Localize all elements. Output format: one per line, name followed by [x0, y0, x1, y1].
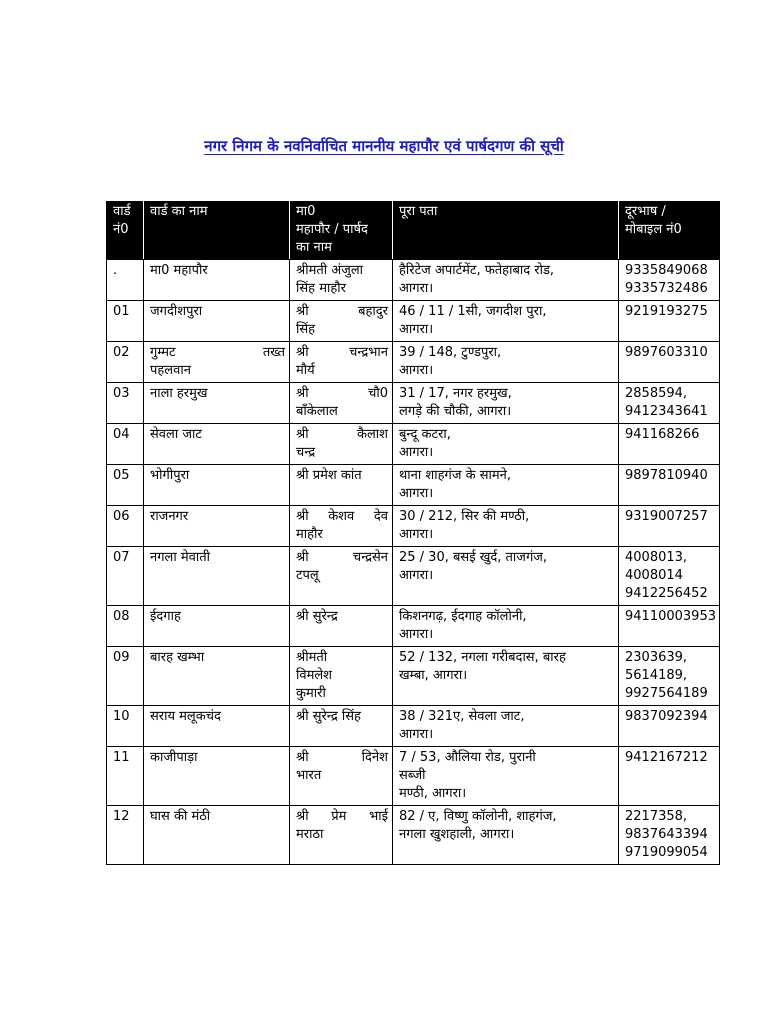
table-row [107, 383, 720, 424]
address-cell [393, 806, 619, 865]
table-row [107, 465, 720, 506]
address-cell [393, 547, 619, 606]
ward-name-cell [144, 606, 290, 647]
name-line: श्री चन्द्रसेन [296, 550, 388, 565]
councillor-table [106, 201, 720, 865]
name-line: श्री चौ0 [296, 386, 388, 401]
councillor-name-cell [290, 747, 393, 806]
address-line: आगरा। [399, 486, 434, 501]
phone-line: 9219193275 [625, 304, 708, 319]
name-line: श्री केशव देव [296, 509, 388, 524]
ward-name-line: नगला मेवाती [150, 550, 210, 565]
phone-line: 9335849068 [625, 263, 708, 278]
address-line: आगरा। [399, 727, 434, 742]
phone-line: 941168266 [625, 427, 700, 442]
address-cell [393, 647, 619, 706]
phone-line: 9897810940 [625, 468, 708, 483]
ward-no-cell: 07 [107, 547, 144, 606]
ward-name-cell [144, 547, 290, 606]
ward-no-cell: 06 [107, 506, 144, 547]
address-line: किशनगढ़, ईदगाह कॉलोनी, [399, 609, 527, 624]
header-text: का नाम [296, 240, 332, 255]
table-row [107, 301, 720, 342]
address-line: मण्ठी, आगरा। [399, 786, 467, 801]
mayor-row [107, 260, 720, 301]
name-line: सिंह माहौर [296, 281, 346, 296]
ward-name-cell [144, 747, 290, 806]
address-cell [393, 465, 619, 506]
address-line: 30 / 212, सिर की मण्ठी, [399, 509, 530, 524]
phone-line: 9837643394 [625, 827, 708, 842]
phone-line: 5614189, [625, 668, 688, 683]
ward-name-cell [144, 647, 290, 706]
address-cell [393, 424, 619, 465]
address-line: 7 / 53, औलिया रोड, पुरानी [399, 750, 536, 765]
mayor-name [290, 260, 393, 301]
address-line: आगरा। [399, 363, 434, 378]
ward-name-cell [144, 301, 290, 342]
address-line: लगड़े की चौकी, आगरा। [399, 404, 512, 419]
mayor-ward-name: मा0 महापौर [144, 260, 290, 301]
phone-line: 9897603310 [625, 345, 708, 360]
header-councillor [290, 202, 393, 260]
ward-name-line: ईदगाह [150, 609, 181, 624]
table-row [107, 706, 720, 747]
header-text: मोबाइल नं0 [625, 222, 682, 237]
address-line: 52 / 132, नगला गरीबदास, बारह [399, 650, 566, 665]
ward-name-line: राजनगर [150, 509, 189, 524]
ward-no-cell: 03 [107, 383, 144, 424]
name-line: श्रीमती अंजुला [296, 263, 364, 278]
ward-no-cell: 01 [107, 301, 144, 342]
councillor-name-cell [290, 547, 393, 606]
phone-cell [619, 301, 720, 342]
ward-no-cell: 04 [107, 424, 144, 465]
ward-name-cell [144, 506, 290, 547]
ward-no-cell: 09 [107, 647, 144, 706]
address-line: आगरा। [399, 627, 434, 642]
name-line: सिंह [296, 322, 316, 337]
ward-name-line: काजीपाड़ा [150, 750, 198, 765]
ward-name-line: नाला हरमुख [150, 386, 208, 401]
name-line: श्री सुरेन्द्र [296, 609, 338, 624]
phone-line: 2303639, [625, 650, 688, 665]
phone-line: 9927564189 [625, 686, 708, 701]
name-line: चन्द्र [296, 445, 316, 460]
councillor-name-cell [290, 301, 393, 342]
address-cell [393, 606, 619, 647]
address-line: 31 / 17, नगर हरमुख, [399, 386, 512, 401]
phone-cell [619, 806, 720, 865]
phone-cell [619, 647, 720, 706]
ward-no-cell: 02 [107, 342, 144, 383]
address-line: सब्जी [399, 768, 426, 783]
phone-cell [619, 424, 720, 465]
name-line: श्री कैलाश [296, 427, 388, 442]
name-line: माहौर [296, 527, 323, 542]
councillor-name-cell [290, 606, 393, 647]
header-text: वार्ड का नाम [150, 204, 208, 219]
name-line: श्री दिनेश [296, 750, 388, 765]
table-row [107, 342, 720, 383]
address-line: बुन्दू कटरा, [399, 427, 451, 442]
header-text: पूरा पता [399, 204, 438, 219]
phone-cell [619, 547, 720, 606]
ward-no-cell: 11 [107, 747, 144, 806]
phone-cell [619, 606, 720, 647]
address-line: थाना शाहगंज के सामने, [399, 468, 511, 483]
phone-cell [619, 465, 720, 506]
ward-name-cell [144, 424, 290, 465]
councillor-name-cell [290, 706, 393, 747]
councillor-name-cell [290, 424, 393, 465]
table-row [107, 547, 720, 606]
ward-no-cell: 05 [107, 465, 144, 506]
phone-line: 9412256452 [625, 586, 708, 601]
table-row [107, 806, 720, 865]
ward-name-line: भोगीपुरा [150, 468, 190, 483]
phone-cell [619, 747, 720, 806]
ward-name-line: जगदीशपुरा [150, 304, 203, 319]
councillor-name-cell [290, 342, 393, 383]
header-text: महापौर / पार्षद [296, 222, 368, 237]
name-line: श्रीमती [296, 650, 328, 665]
address-line: 39 / 148, टुण्डपुरा, [399, 345, 502, 360]
ward-name-line: गुम्मट तख्त [150, 345, 285, 360]
name-line: बाँकेलाल [296, 404, 338, 419]
phone-line: 9719099054 [625, 845, 708, 860]
ward-name-line: बारह खम्भा [150, 650, 205, 665]
councillor-name-cell [290, 647, 393, 706]
table-row [107, 506, 720, 547]
header-text: नं0 [113, 222, 129, 237]
address-line: खम्बा, आगरा। [399, 668, 468, 683]
name-line: श्री प्रमेश कांत [296, 468, 362, 483]
ward-name-line: सेवला जाट [150, 427, 202, 442]
phone-line: 9412343641 [625, 404, 708, 419]
table-row [107, 424, 720, 465]
header-address [393, 202, 619, 260]
name-line: विमलेश [296, 668, 333, 683]
mayor-address [393, 260, 619, 301]
name-line: श्री सुरेन्द्र सिंह [296, 709, 361, 724]
phone-line: 4008014 [625, 568, 683, 583]
address-line: आगरा। [399, 445, 434, 460]
header-phone [619, 202, 720, 260]
phone-line: 2217358, [625, 809, 688, 824]
ward-name-cell [144, 465, 290, 506]
ward-name-cell [144, 383, 290, 424]
address-line: 25 / 30, बसई खुर्द, ताजगंज, [399, 550, 548, 565]
address-line: हैरिटेज अपार्टमेंट, फतेहाबाद रोड, [399, 263, 555, 278]
phone-line: 4008013, [625, 550, 688, 565]
phone-line: 9335732486 [625, 281, 708, 296]
header-text: वार्ड [113, 204, 131, 219]
ward-name-line: सराय मलूकचंद [150, 709, 221, 724]
header-ward-name [144, 202, 290, 260]
councillor-name-cell [290, 465, 393, 506]
address-line: आगरा। [399, 568, 434, 583]
mayor-ward-no: . [107, 260, 144, 301]
name-line: भारत [296, 768, 322, 783]
table-row [107, 606, 720, 647]
address-line: आगरा। [399, 322, 434, 337]
address-line: 82 / ए, विष्णु कॉलोनी, शाहगंज, [399, 809, 557, 824]
name-line: मौर्य [296, 363, 315, 378]
name-line: श्री प्रेम भाई [296, 809, 388, 824]
councillor-name-cell [290, 383, 393, 424]
address-line: 38 / 321ए, सेवला जाट, [399, 709, 525, 724]
ward-name-cell [144, 342, 290, 383]
name-line: कुमारी [296, 686, 326, 701]
ward-no-cell: 08 [107, 606, 144, 647]
header-ward-no [107, 202, 144, 260]
address-cell [393, 342, 619, 383]
address-line: आगरा। [399, 281, 434, 296]
table-row [107, 747, 720, 806]
table-header-row [107, 202, 720, 260]
address-line: 46 / 11 / 1सी, जगदीश पुरा, [399, 304, 547, 319]
name-line: श्री बहादुर [296, 304, 388, 319]
phone-cell [619, 342, 720, 383]
phone-cell [619, 706, 720, 747]
name-line: टपलू [296, 568, 319, 583]
table-row [107, 647, 720, 706]
ward-name-cell [144, 706, 290, 747]
address-cell [393, 383, 619, 424]
phone-line: 9319007257 [625, 509, 708, 524]
ward-name-cell [144, 806, 290, 865]
address-line: नगला खुशहाली, आगरा। [399, 827, 515, 842]
ward-no-cell: 12 [107, 806, 144, 865]
document-title: नगर निगम के नवनिर्वाचित माननीय महापौर एवं पार्षदगण की सूची [204, 137, 564, 155]
phone-cell [619, 383, 720, 424]
ward-no-cell: 10 [107, 706, 144, 747]
address-cell [393, 506, 619, 547]
header-text: मा0 [296, 204, 316, 219]
header-text: दूरभाष / [625, 204, 666, 219]
ward-name-line: घास की मंठी [150, 809, 211, 824]
address-line: आगरा। [399, 527, 434, 542]
address-cell [393, 706, 619, 747]
phone-line: 9837092394 [625, 709, 708, 724]
address-cell [393, 301, 619, 342]
phone-cell [619, 506, 720, 547]
phone-line: 94110003953 [625, 609, 716, 624]
phone-line: 2858594, [625, 386, 688, 401]
address-cell [393, 747, 619, 806]
councillor-name-cell [290, 506, 393, 547]
name-line: श्री चन्द्रभान [296, 345, 388, 360]
councillor-name-cell [290, 806, 393, 865]
name-line: मराठा [296, 827, 324, 842]
phone-line: 9412167212 [625, 750, 708, 765]
mayor-phone [619, 260, 720, 301]
ward-name-line: पहलवान [150, 363, 191, 378]
